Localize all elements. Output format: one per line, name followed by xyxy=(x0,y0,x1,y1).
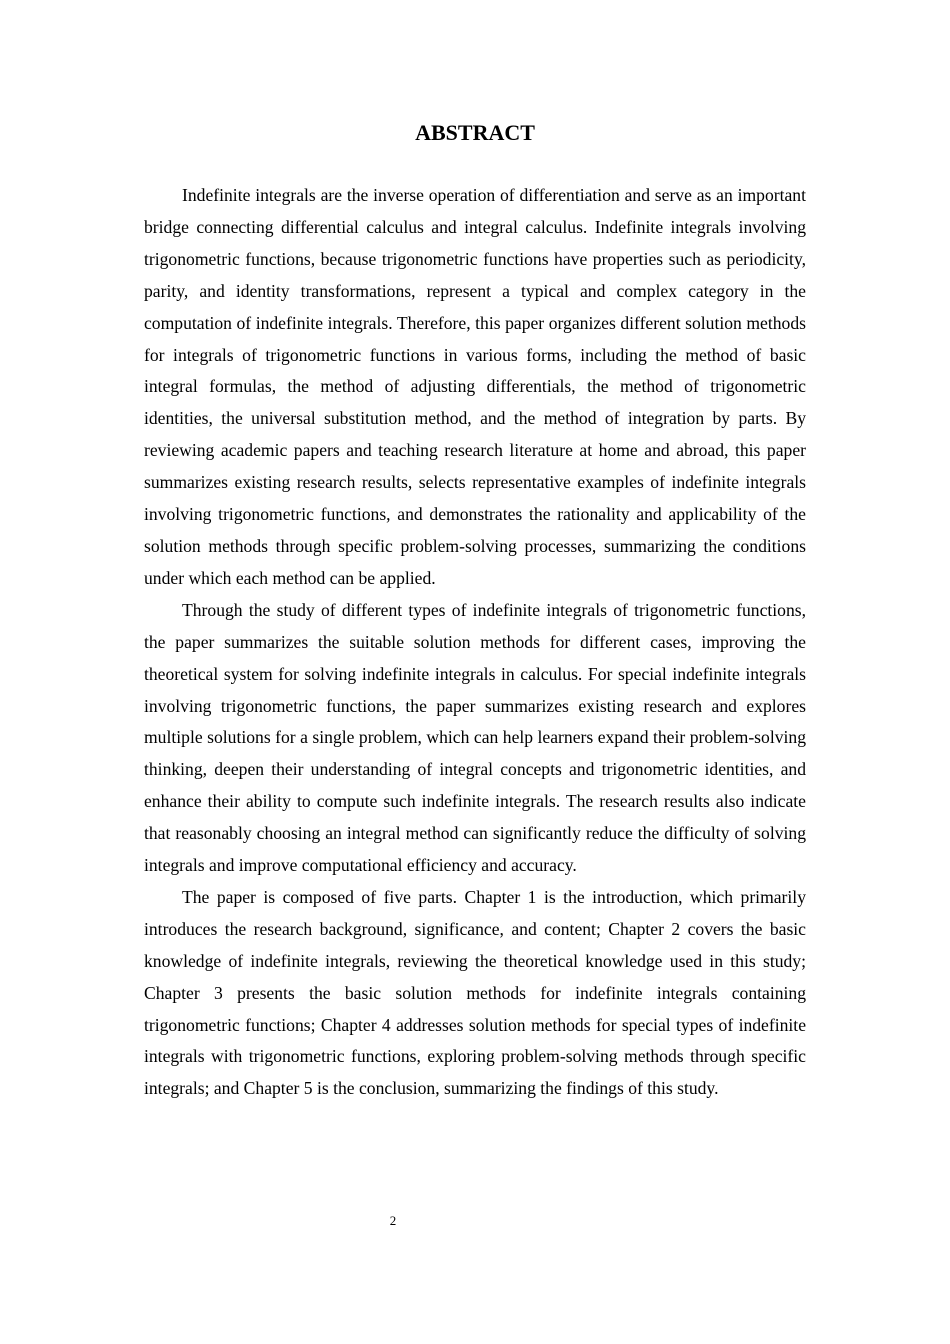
abstract-paragraph-1: Indefinite integrals are the inverse operation of differentiation and serve as an important bridge connecting differential calculus and integral calculus. Indefinite integrals involving trigonometric functions, because trigonometric functions have properties such as periodicity, parity, and identity transformations, represent a typical and complex category in the computation of indefinite integrals. Therefore, this paper organizes different solution methods for integrals of trigonometric functions in various forms, including the method of basic integral formulas, the method of adjusting differentials, the method of trigonometric identities, the universal substitution method, and the method of integration by parts. By reviewing academic papers and teaching research literature at home and abroad, this paper summarizes existing research results, selects representative examples of indefinite integrals involving trigonometric functions, and demonstrates the rationality and applicability of the solution methods through specific problem-solving processes, summarizing the conditions under which each method can be applied. xyxy=(144,185,806,588)
abstract-paragraph-2: Through the study of different types of indefinite integrals of trigonometric functions, the paper summarizes the suitable solution methods for different cases, improving the theoretical system for solving indefinite integrals in calculus. For special indefinite integrals involving trigonometric functions, the paper summarizes existing research and explores multiple solutions for a single problem, which can help learners expand their problem-solving thinking, deepen their understanding of integral concepts and trigonometric identities, and enhance their ability to compute such indefinite integrals. The research results also indicate that reasonably choosing an integral method can significantly reduce the difficulty of solving integrals and improve computational efficiency and accuracy. xyxy=(144,599,806,876)
abstract-title: ABSTRACT xyxy=(415,120,535,145)
abstract-body xyxy=(144,180,806,1105)
page-number: 2 xyxy=(389,1213,397,1228)
abstract-paragraph-3: The paper is composed of five parts. Chapter 1 is the introduction, which primarily introduces the research background, significance, and content; Chapter 2 covers the basic knowledge of indefinite integrals, reviewing the theoretical knowledge used in this study; Chapter 3 presents the basic solution methods for indefinite integrals containing trigonometric functions; Chapter 4 addresses solution methods for special types of indefinite integrals with trigonometric functions, exploring problem-solving methods through specific integrals; and Chapter 5 is the conclusion, summarizing the findings of this study. xyxy=(144,886,806,1099)
